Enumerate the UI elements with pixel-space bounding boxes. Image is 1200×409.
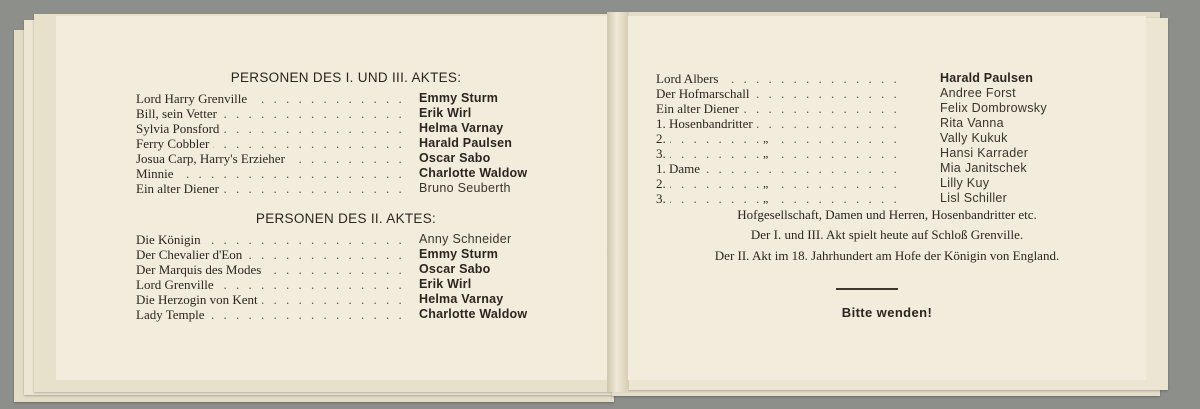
role-name <box>656 191 670 206</box>
leader-dots <box>656 176 906 191</box>
role-name <box>656 86 754 101</box>
cast-list-act-2-continued <box>656 71 1126 206</box>
role-name <box>136 292 262 307</box>
role-name <box>136 106 221 121</box>
leader-dots <box>656 131 906 146</box>
role-label: Lord Albers <box>656 71 722 86</box>
actor-name: Helma Varnay <box>419 121 504 135</box>
cast-row <box>656 131 1126 146</box>
cast-row <box>136 121 606 136</box>
book-gutter <box>607 12 629 392</box>
actor-name: Mia Janitschek <box>940 161 1027 175</box>
cast-row <box>656 176 1126 191</box>
role-label: Minnie <box>136 166 178 181</box>
actor-name: Rita Vanna <box>940 116 1004 130</box>
role-name <box>656 161 704 176</box>
cast-row <box>136 106 606 121</box>
role-name <box>656 101 743 116</box>
role-label: Lord Grenville <box>136 277 218 292</box>
cast-row <box>136 247 606 262</box>
cast-list-act-2 <box>136 232 606 322</box>
leader-dots <box>656 146 906 161</box>
cast-row <box>656 71 1126 86</box>
actor-name: Charlotte Waldow <box>419 166 528 180</box>
actor-name: Charlotte Waldow <box>419 307 528 321</box>
role-label: Lady Temple <box>136 307 209 322</box>
role-label: Die Herzogin von Kent <box>136 292 262 307</box>
cast-row <box>136 151 606 166</box>
role-label: 1. Hosenbandritter <box>656 116 757 131</box>
role-name <box>136 166 178 181</box>
role-label: Ferry Cobbler <box>136 136 213 151</box>
role-name <box>656 131 670 146</box>
role-name <box>136 181 223 196</box>
actor-name: Andree Forst <box>940 86 1016 100</box>
role-label: Sylvia Ponsford <box>136 121 223 136</box>
actor-name: Erik Wirl <box>419 277 472 291</box>
divider-rule <box>836 288 898 290</box>
role-label: Der Hofmarschall <box>656 86 754 101</box>
actor-name: Helma Varnay <box>419 292 504 306</box>
actor-name: Erik Wirl <box>419 106 472 120</box>
actor-name: Hansi Karrader <box>940 146 1029 160</box>
actor-name: Emmy Sturm <box>419 91 499 105</box>
cast-row <box>136 292 606 307</box>
right-page <box>628 16 1146 380</box>
cast-row <box>136 307 606 322</box>
cast-row <box>656 161 1126 176</box>
cast-row <box>656 191 1126 206</box>
cast-list-act-1-3 <box>136 91 606 196</box>
role-label: Ein alter Diener <box>136 181 223 196</box>
actor-name: Oscar Sabo <box>419 262 491 276</box>
role-name <box>656 176 670 191</box>
role-name <box>136 121 223 136</box>
role-label: Der Marquis des Modes <box>136 262 265 277</box>
ensemble-note: Hofgesellschaft, Damen und Herren, Hosenbandritter etc. <box>737 207 1037 222</box>
leader-dots <box>656 191 906 206</box>
actor-name: Anny Schneider <box>419 232 512 246</box>
role-name <box>656 116 757 131</box>
setting-note-act-1-3: Der I. und III. Akt spielt heute auf Schloß Grenville. <box>750 227 1024 242</box>
role-name <box>136 91 251 106</box>
role-label: Lord Harry Grenville <box>136 91 251 106</box>
role-label: Josua Carp, Harry's Erzieher <box>136 151 289 166</box>
role-name <box>136 151 289 166</box>
ditto-mark: „ <box>763 146 772 161</box>
actor-name: Vally Kukuk <box>940 131 1008 145</box>
actor-name: Lisl Schiller <box>940 191 1008 205</box>
role-label: 3. <box>656 146 670 161</box>
role-label: 3. <box>656 191 670 206</box>
role-label: Die Königin <box>136 232 205 247</box>
actor-name: Lilly Kuy <box>940 176 990 190</box>
role-label: 2. <box>656 176 670 191</box>
cast-row <box>136 277 606 292</box>
cast-row <box>136 232 606 247</box>
role-name <box>656 146 670 161</box>
cast-row <box>136 166 606 181</box>
cast-row <box>136 181 606 196</box>
setting-note-act-2: Der II. Akt im 18. Jahrhundert am Hofe der Königin von England. <box>714 248 1060 263</box>
cast-row <box>136 136 606 151</box>
heading-act-2: PERSONEN DES II. AKTES: <box>255 211 437 226</box>
cast-row <box>136 91 606 106</box>
role-name <box>136 277 218 292</box>
cast-row <box>656 146 1126 161</box>
role-name <box>136 262 265 277</box>
role-label: Bill, sein Vetter <box>136 106 221 121</box>
cast-row <box>656 101 1126 116</box>
role-name <box>136 136 213 151</box>
cast-row <box>656 86 1126 101</box>
role-label: 1. Dame <box>656 161 704 176</box>
ditto-mark: „ <box>763 191 772 206</box>
actor-name: Harald Paulsen <box>940 71 1034 85</box>
role-name <box>136 232 205 247</box>
turn-page-note: Bitte wenden! <box>841 305 933 320</box>
role-name <box>656 71 722 86</box>
ditto-mark: „ <box>763 131 772 146</box>
role-name <box>136 307 209 322</box>
heading-act-1-3: PERSONEN DES I. UND III. AKTES: <box>230 70 462 85</box>
actor-name: Emmy Sturm <box>419 247 499 261</box>
cast-row <box>136 262 606 277</box>
actor-name: Felix Dombrowsky <box>940 101 1047 115</box>
actor-name: Bruno Seuberth <box>419 181 511 195</box>
role-label: Ein alter Diener <box>656 101 743 116</box>
left-page <box>56 16 608 380</box>
role-label: Der Chevalier d'Eon <box>136 247 246 262</box>
role-label: 2. <box>656 131 670 146</box>
ditto-mark: „ <box>763 176 772 191</box>
cast-row <box>656 116 1126 131</box>
actor-name: Oscar Sabo <box>419 151 491 165</box>
role-name <box>136 247 246 262</box>
actor-name: Harald Paulsen <box>419 136 513 150</box>
